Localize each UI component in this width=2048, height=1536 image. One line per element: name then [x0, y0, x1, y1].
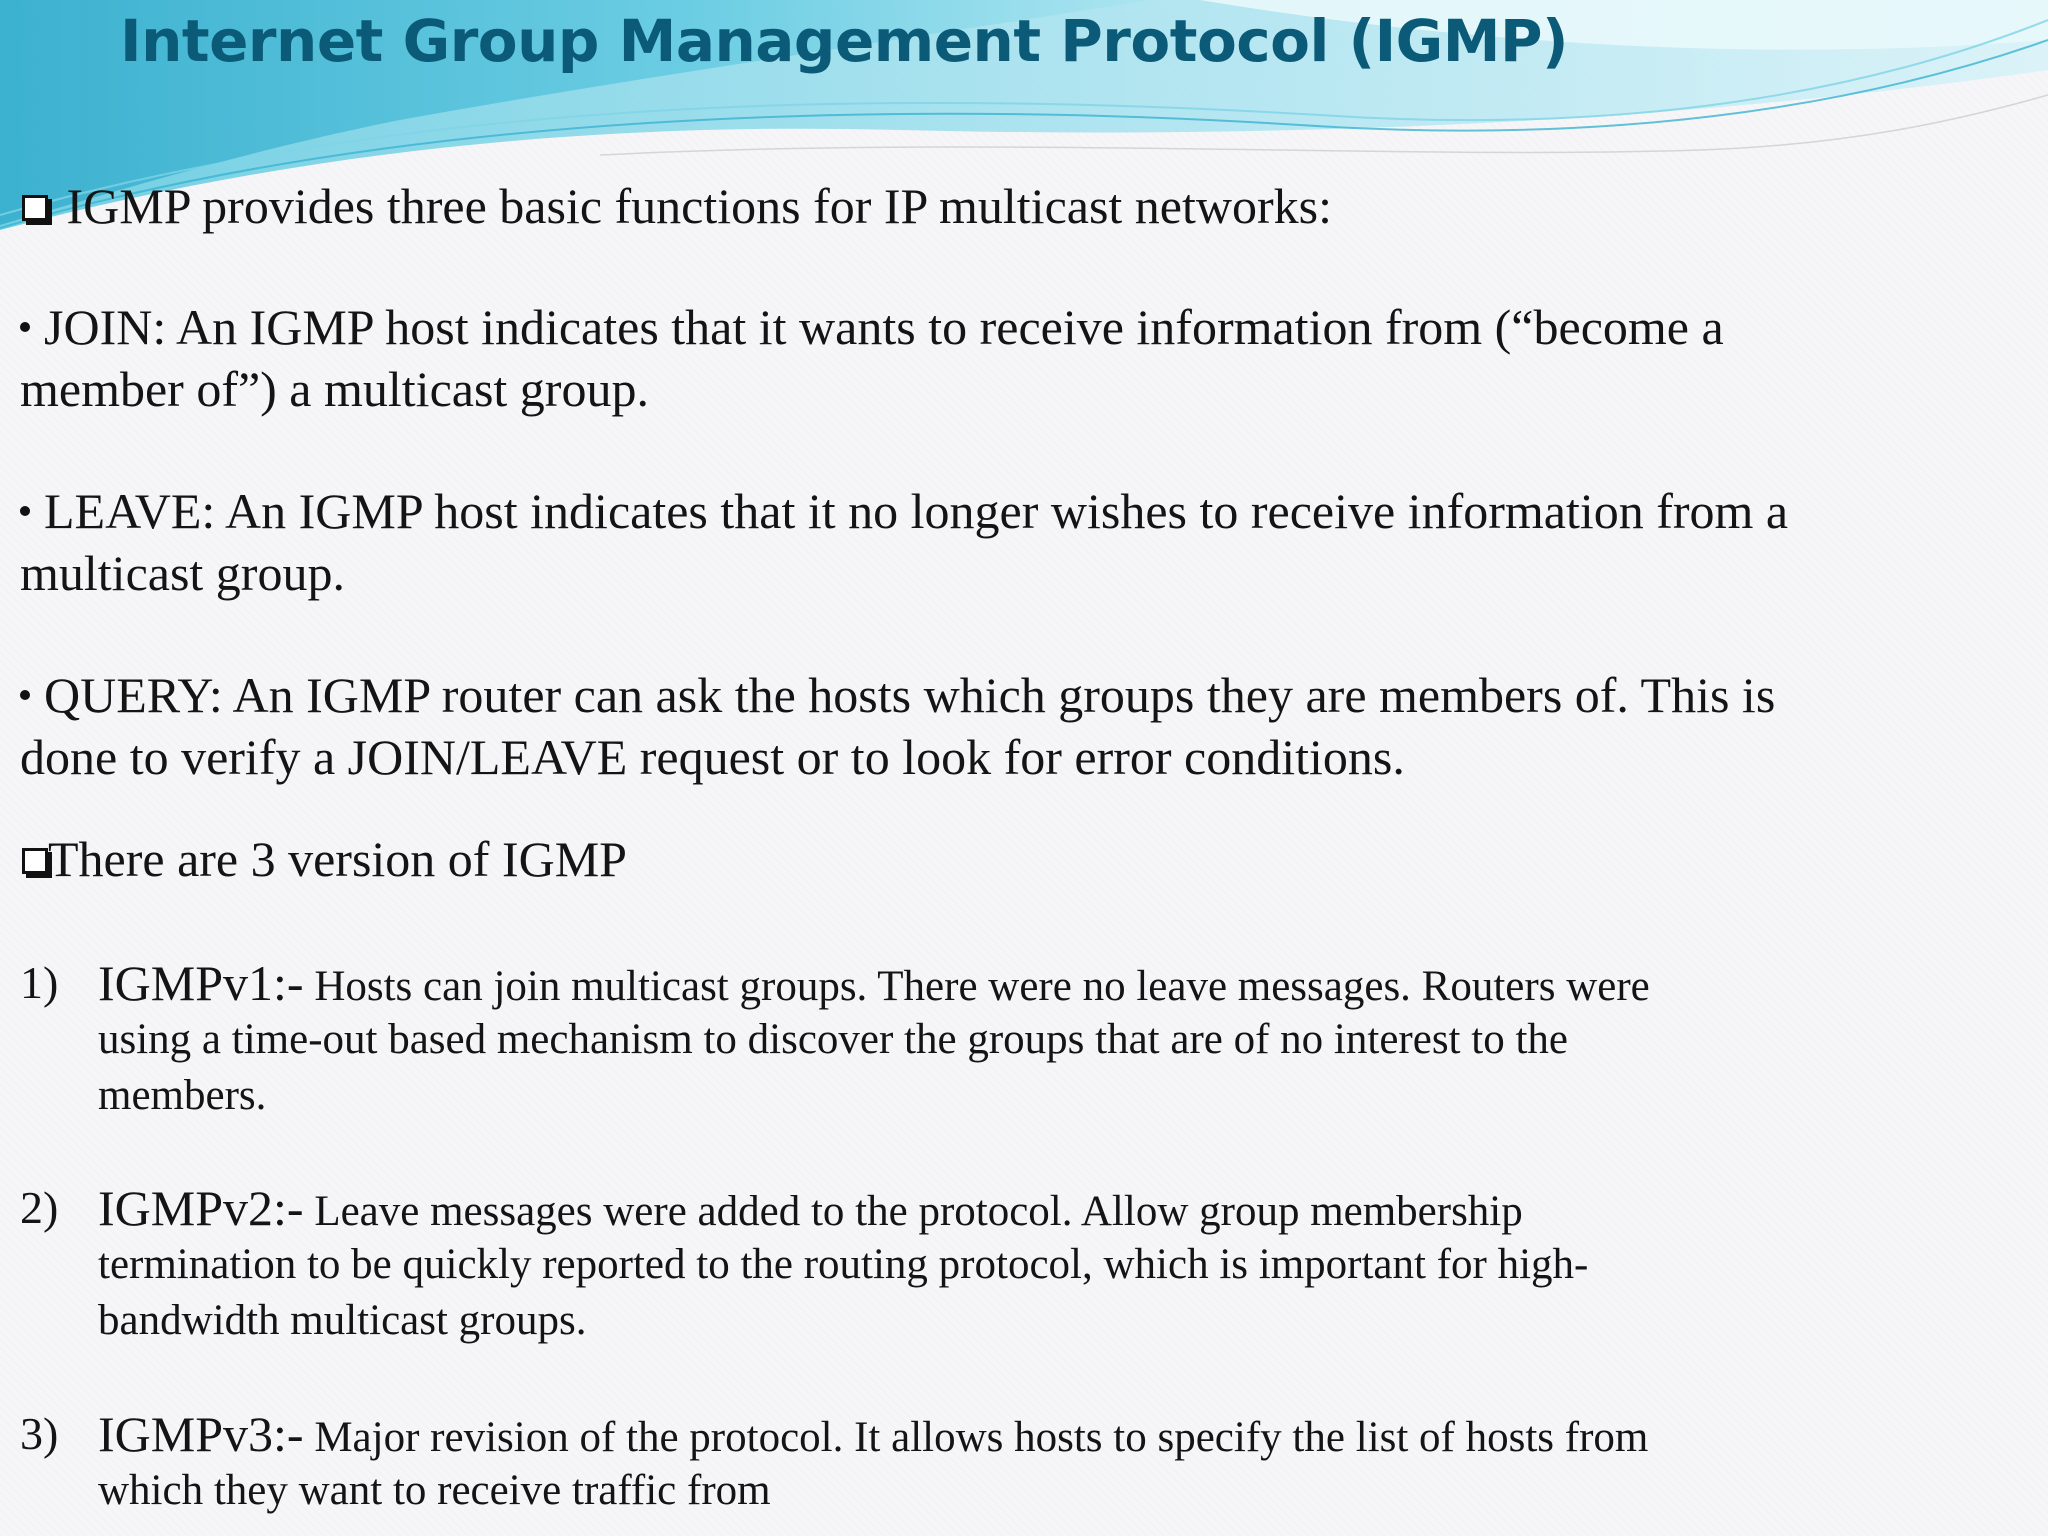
join-line-2: member of”) a multicast group. [20, 361, 649, 417]
bullet-dot-icon [20, 506, 30, 516]
join-line-1: JOIN: An IGMP host indicates that it wants to receive information from (“become a [20, 296, 1724, 358]
slide-title: Internet Group Management Protocol (IGMP) [120, 7, 1569, 75]
bullet-dot-icon [20, 322, 30, 332]
leave-line-1: LEAVE: An IGMP host indicates that it no longer wishes to receive information from a [20, 480, 1788, 542]
version-1-line-2: using a time-out based mechanism to discover the groups that are of no interest to the [98, 1016, 1568, 1063]
version-name: IGMPv3:- [98, 1406, 304, 1462]
version-name: IGMPv1:- [98, 955, 304, 1011]
version-3-line-2: which they want to receive traffic from [98, 1467, 771, 1514]
query-line-1: QUERY: An IGMP router can ask the hosts which groups they are members of. This is [20, 664, 1775, 726]
query-line-2: done to verify a JOIN/LEAVE request or to look for error conditions. [20, 729, 1405, 785]
version-number: 1) [20, 957, 59, 1008]
version-2-line-2: termination to be quickly reported to the routing protocol, which is important for high- [98, 1241, 1589, 1288]
checkbox-bullet-icon [22, 195, 48, 221]
version-number: 2) [20, 1182, 59, 1233]
versions-heading: There are 3 version of IGMP [22, 828, 627, 890]
version-2-line-1: IGMPv2:- Leave messages were added to the protocol. Allow group membership [98, 1180, 1523, 1236]
version-number: 3) [20, 1408, 59, 1459]
version-2-line-3: bandwidth multicast groups. [98, 1297, 587, 1344]
intro-line [22, 175, 1332, 237]
bullet-dot-icon [20, 690, 30, 700]
version-3-line-1: IGMPv3:- Major revision of the protocol. It allows hosts to specify the list of hosts from [98, 1406, 1649, 1462]
version-1-line-1: IGMPv1:- Hosts can join multicast groups. There were no leave messages. Routers were [98, 955, 1650, 1011]
intro-text: IGMP provides three basic functions for IP multicast networks: [66, 178, 1333, 234]
version-name: IGMPv2:- [98, 1180, 304, 1236]
version-1-line-3: members. [98, 1072, 267, 1119]
leave-line-2: multicast group. [20, 545, 345, 601]
checkbox-bullet-icon [22, 848, 48, 874]
